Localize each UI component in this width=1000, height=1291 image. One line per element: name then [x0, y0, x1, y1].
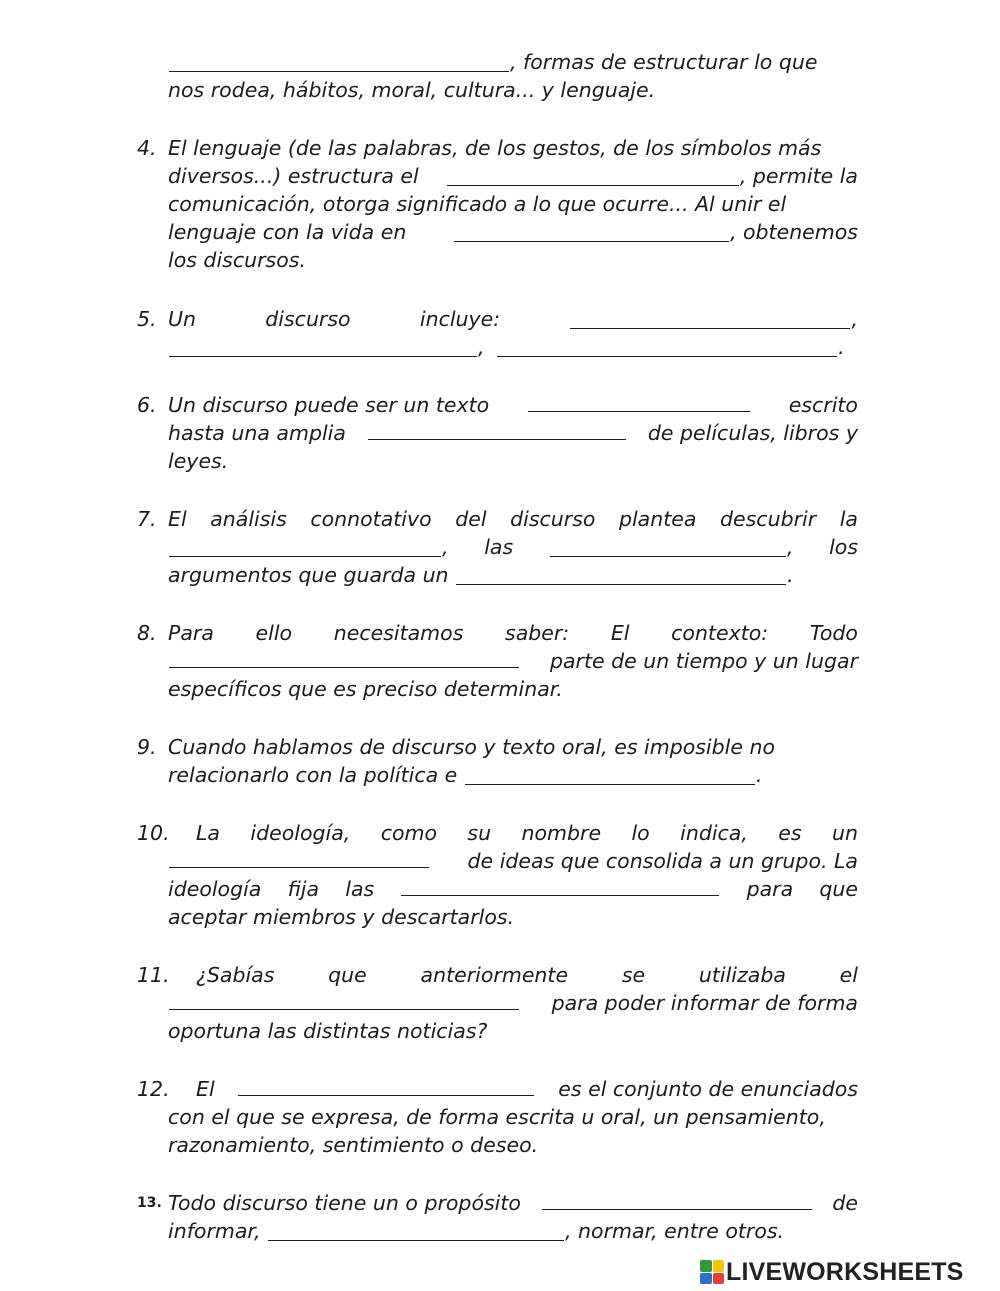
answer-blank[interactable] — [169, 1009, 519, 1011]
q4-line-2: diversos...) estructura el , permite la — [168, 164, 858, 188]
logo-text: LIVEWORKSHEETS — [726, 1257, 964, 1286]
q5-line-1: Un discurso incluye: , — [168, 307, 858, 331]
answer-blank[interactable] — [456, 584, 786, 586]
q6-line-1: Un discurso puede ser un texto escrito — [168, 393, 858, 417]
q13-line-2: informar, , normar, entre otros. — [168, 1219, 785, 1243]
q4-line-3: comunicación, otorga significado a lo que ocurre... Al unir el — [168, 192, 787, 216]
q8-line-2: parte de un tiempo y un lugar — [168, 647, 858, 675]
q7-line-3: argumentos que guarda un . — [168, 563, 794, 587]
q12-line-1: El es el conjunto de enunciados — [196, 1077, 858, 1101]
q4-line-1: El lenguaje (de las palabras, de los gestos, de los símbolos más — [168, 136, 822, 160]
q7-line-2: , las , los — [168, 533, 858, 561]
cont-line-2: nos rodea, hábitos, moral, cultura... y lenguaje. — [168, 78, 656, 102]
q9-line-1: Cuando hablamos de discurso y texto oral, es imposible no — [168, 735, 775, 759]
answer-blank[interactable] — [550, 556, 786, 558]
answer-blank[interactable] — [454, 241, 729, 243]
item-number: 5. — [137, 307, 157, 331]
q10-line-2: de ideas que consolida a un grupo. La — [168, 847, 858, 875]
item-number: 11. — [137, 963, 170, 987]
item-number: 7. — [137, 507, 157, 531]
q11-line-2: para poder informar de forma — [168, 989, 858, 1017]
q12-line-2: con el que se expresa, de forma escrita u oral, un pensamiento, — [168, 1105, 826, 1129]
answer-blank[interactable] — [570, 328, 850, 330]
q6-line-3: leyes. — [168, 449, 229, 473]
q5-line-2: , . — [168, 333, 858, 361]
answer-blank[interactable] — [169, 356, 477, 358]
answer-blank[interactable] — [238, 1095, 534, 1097]
item-number: 8. — [137, 621, 157, 645]
item-number: 13. — [137, 1195, 162, 1211]
item-number: 10. — [137, 821, 170, 845]
q12-line-3: razonamiento, sentimiento o deseo. — [168, 1133, 539, 1157]
answer-blank[interactable] — [542, 1209, 812, 1211]
q9-line-2: relacionarlo con la política e . — [168, 763, 763, 787]
q6-line-2: hasta una amplia de películas, libros y — [168, 421, 858, 445]
q11-line-3: oportuna las distintas noticias? — [168, 1019, 488, 1043]
answer-blank[interactable] — [447, 185, 739, 187]
q8-line-1: Para ello necesitamos saber: El contexto: Todo — [168, 621, 858, 645]
answer-blank[interactable] — [528, 411, 750, 413]
q8-line-3: específicos que es preciso determinar. — [168, 677, 563, 701]
q4-line-4: lenguaje con la vida en , obtenemos — [168, 220, 858, 244]
logo-mark-icon — [700, 1260, 724, 1284]
item-number: 4. — [137, 136, 157, 160]
answer-blank[interactable] — [169, 667, 519, 669]
liveworksheets-logo[interactable] — [700, 1257, 994, 1287]
q7-line-1: El análisis connotativo del discurso plantea descubrir la — [168, 507, 858, 531]
answer-blank[interactable] — [368, 439, 626, 441]
answer-blank[interactable] — [169, 556, 441, 558]
q11-line-1: ¿Sabías que anteriormente se utilizaba el — [196, 963, 858, 987]
answer-blank[interactable] — [268, 1240, 564, 1242]
q4-line-5: los discursos. — [168, 248, 306, 272]
answer-blank[interactable] — [169, 867, 429, 869]
answer-blank[interactable] — [465, 784, 755, 786]
cont-line-1: , formas de estructurar lo que — [168, 48, 858, 76]
q10-line-1: La ideología, como su nombre lo indica, es un — [196, 821, 858, 845]
answer-blank[interactable] — [497, 356, 837, 358]
q10-line-4: aceptar miembros y descartarlos. — [168, 905, 515, 929]
answer-blank[interactable] — [169, 71, 509, 73]
q10-line-3: ideología fija las para que — [168, 877, 858, 901]
item-number: 6. — [137, 393, 157, 417]
answer-blank[interactable] — [401, 895, 719, 897]
item-number: 9. — [137, 735, 157, 759]
q13-line-1: Todo discurso tiene un o propósito de — [168, 1191, 858, 1215]
item-number: 12. — [137, 1077, 170, 1101]
